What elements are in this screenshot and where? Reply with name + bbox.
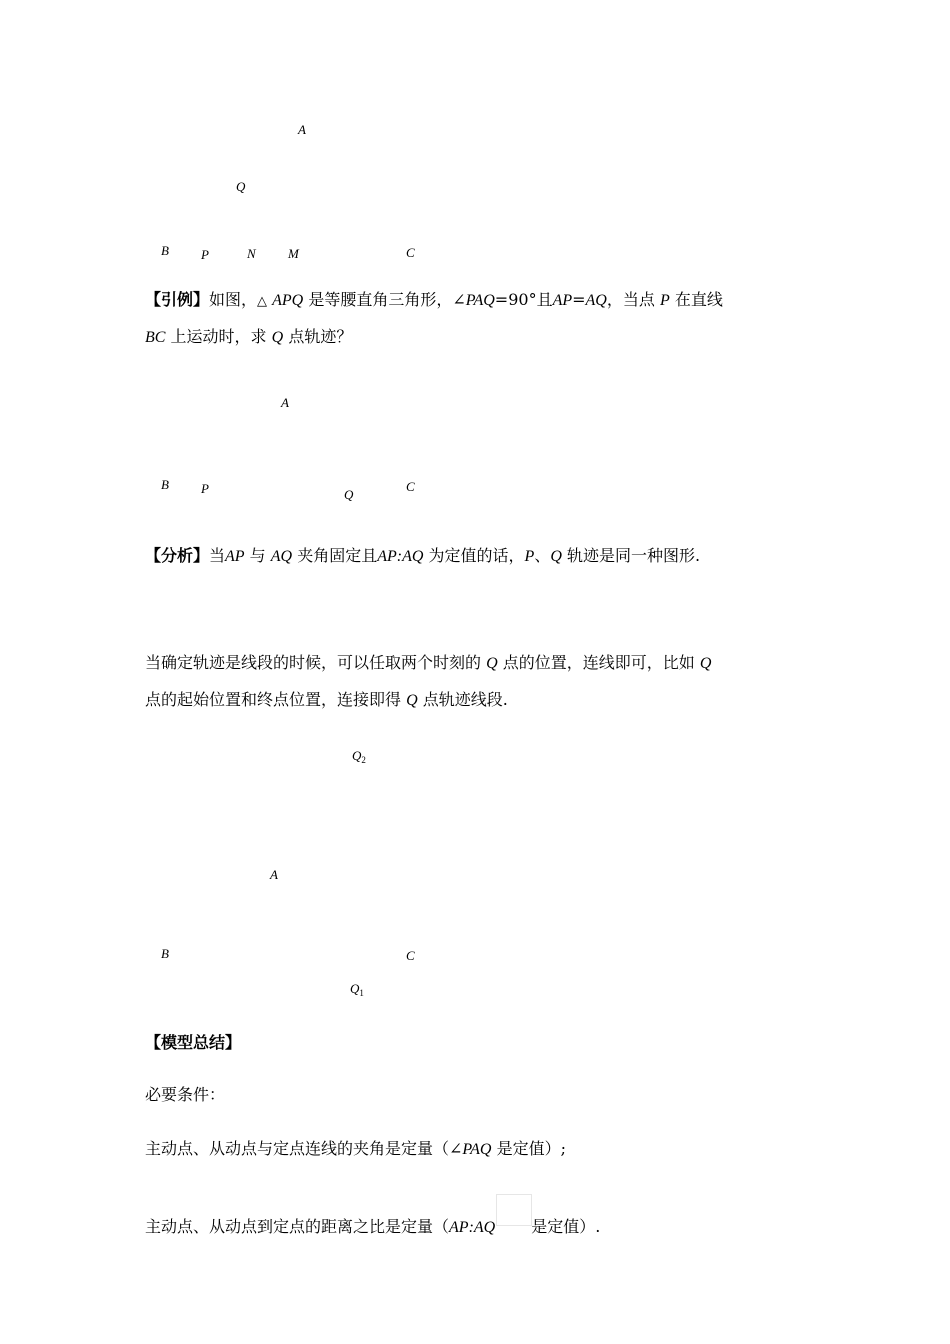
fig1-label-m: M xyxy=(288,246,299,261)
example-tag: 【引例】 xyxy=(145,290,210,309)
example-line-2: BC 上运动时，求 Q 点轨迹？ xyxy=(145,327,353,346)
fig1-label-p: P xyxy=(201,247,209,262)
empty-box xyxy=(496,1194,532,1226)
analysis-line: 【分析】当AP 与 AQ 夹角固定且AP:AQ 为定值的话，P、Q 轨迹是同一种图形. xyxy=(145,546,701,565)
example-line-1: 【引例】如图，△ APQ 是等腰直角三角形，∠PAQ=90°且AP=AQ，当点 P 在直线 xyxy=(145,290,723,309)
summary-condition-2: 主动点、从动点到定点的距离之比是定量（AP:AQ 是定值）. xyxy=(145,1206,600,1238)
fig1-label-c: C xyxy=(406,245,415,260)
fig2-label-p: P xyxy=(201,481,209,496)
fig2-label-c: C xyxy=(406,479,415,494)
fig1-label-n: N xyxy=(247,246,256,261)
fig1-label-b: B xyxy=(161,243,169,258)
fig3-label-c: C xyxy=(406,948,415,963)
fig3-label-b: B xyxy=(161,946,169,961)
fig2-label-q: Q xyxy=(344,487,354,502)
fig1-label-a: A xyxy=(298,122,306,137)
para-line-2: 点的起始位置和终点位置，连接即得 Q 点轨迹线段. xyxy=(145,690,508,709)
summary-necessary: 必要条件： xyxy=(145,1085,226,1104)
fig3-label-a: A xyxy=(270,867,278,882)
fig2-label-b: B xyxy=(161,477,169,492)
analysis-tag: 【分析】 xyxy=(145,546,210,565)
summary-condition-1: 主动点、从动点与定点连线的夹角是定量（∠PAQ 是定值）; xyxy=(145,1139,566,1158)
summary-tag: 【模型总结】 xyxy=(145,1033,242,1052)
fig3-label-q1: $Q_1$ xyxy=(350,981,364,998)
fig2-label-a: A xyxy=(281,395,289,410)
para-line-1: 当确定轨迹是线段的时候，可以任取两个时刻的 Q 点的位置，连线即可，比如 Q xyxy=(145,653,712,672)
fig1-label-q: Q xyxy=(236,179,246,194)
fig3-label-q2: $Q_2$ xyxy=(352,748,366,765)
